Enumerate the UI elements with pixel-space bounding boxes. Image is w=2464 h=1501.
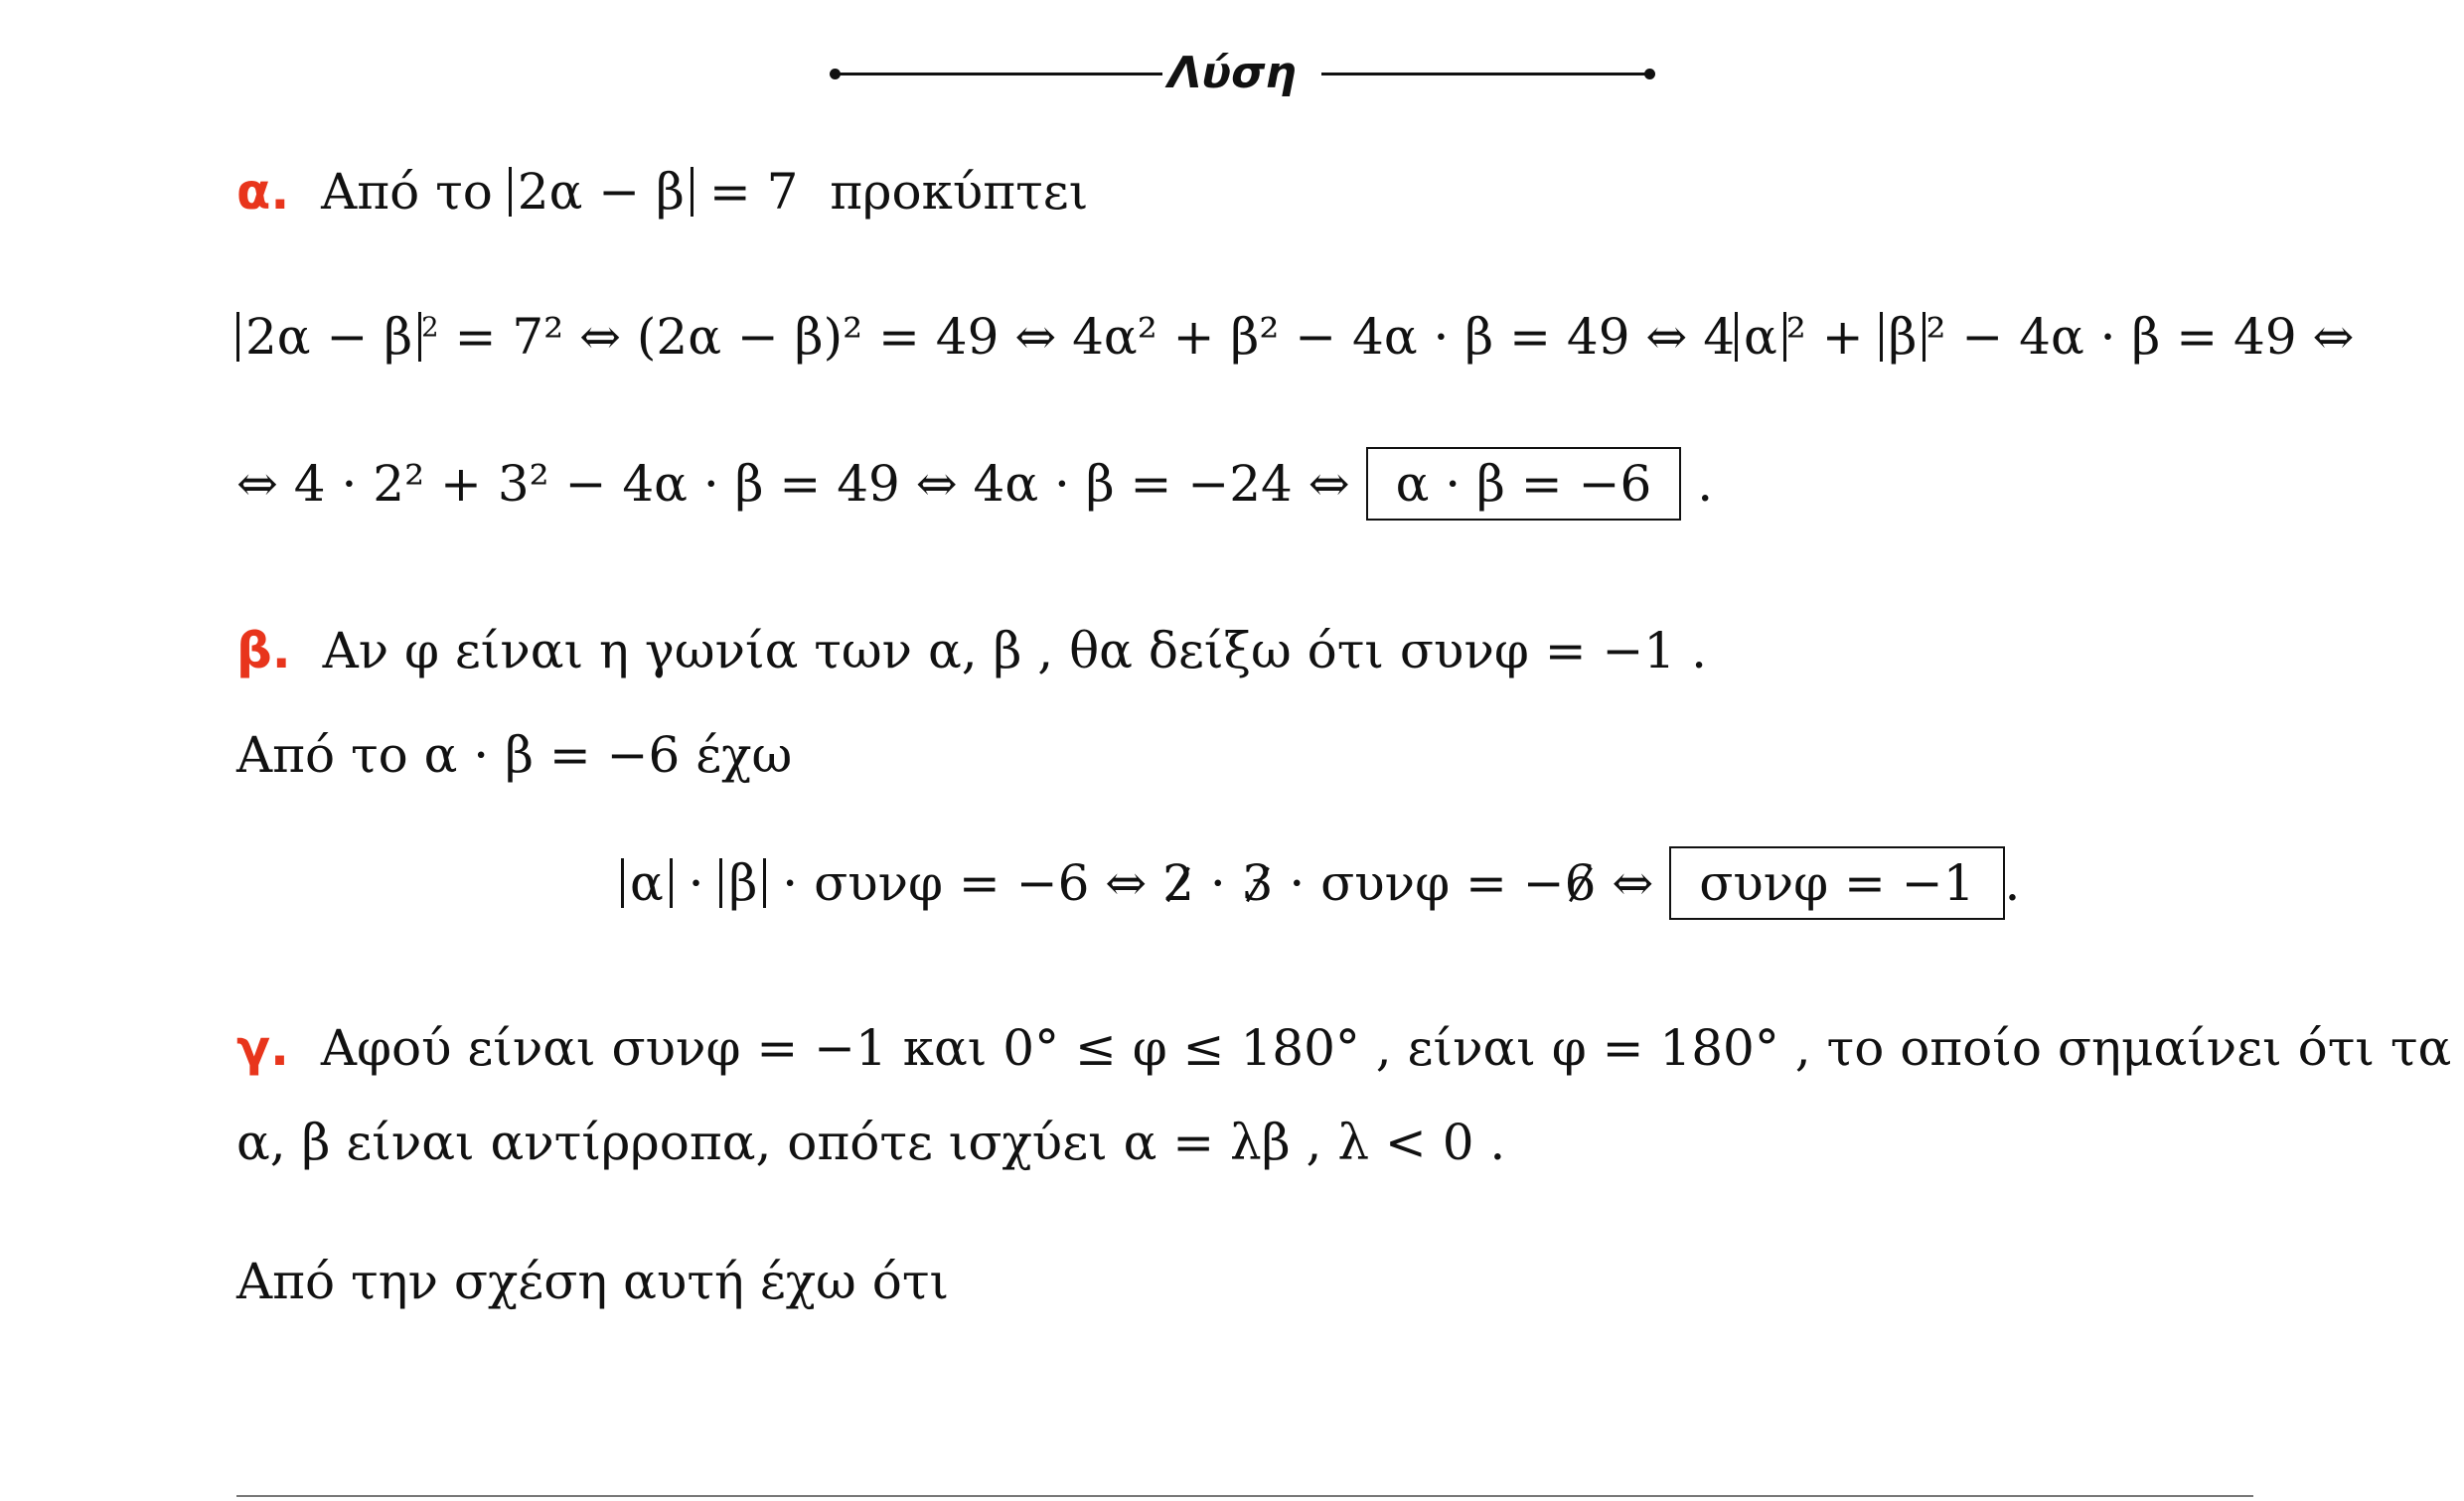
- part-c-line-1-text: Αφού είναι συνφ = −1 και 0° ≤ φ ≤ 180° , είναι φ = 180° , το οποίο σημαίνει ότι τα: [320, 1019, 2452, 1077]
- solution-title: Λύση: [1167, 48, 1297, 98]
- part-b-eq-dot: ·: [688, 854, 704, 912]
- part-a-intro-prefix: Από το: [321, 163, 493, 221]
- part-b-eq-rest-2: · συνφ = −: [1289, 854, 1565, 912]
- part-b-eq-mid: ·: [1209, 854, 1226, 912]
- part-b-cancelled-six: 6: [1564, 854, 1597, 912]
- bottom-rule: [236, 1495, 2253, 1497]
- part-c-line-1: [236, 1019, 2452, 1077]
- header-right-dot: [1644, 69, 1655, 79]
- part-b-eq-rest-3: ⇔: [1612, 854, 1654, 912]
- part-c-label: γ.: [236, 1019, 290, 1077]
- part-a-equation-line-1: 2α − β $^2$ = 7² ⇔ (2α − β)² = 49 ⇔ 4α² + β² − 4α · β = 49 ⇔ 4 α ² + β ² − 4α · β = 49 ⇔: [236, 312, 2354, 362]
- part-a-norm-1: 2α − β: [236, 312, 421, 362]
- part-a-intro-suffix: προκύπτει: [830, 163, 1089, 221]
- part-a-given-norm: 2α − β: [509, 167, 693, 217]
- part-b-cancelled-two: 2: [1162, 854, 1194, 912]
- part-a-line1-tail: ² − 4α · β = 49 ⇔: [1925, 308, 2355, 366]
- part-b-eq-rest-1: · συνφ = −6 ⇔: [782, 854, 1148, 912]
- part-a-label: α.: [236, 163, 290, 221]
- part-b-cancelled-three: 3: [1241, 854, 1274, 912]
- part-b-norm-alpha: α: [621, 858, 673, 908]
- part-a-line1-plus: ² +: [1785, 308, 1864, 366]
- part-b-from-line: Από το α · β = −6 έχω: [236, 726, 793, 784]
- part-b-end: .: [2004, 854, 2021, 912]
- part-a-line1-chain: = 7² ⇔ (2α − β)² = 49 ⇔ 4α² + β² − 4α · β = 49 ⇔ 4: [454, 308, 1736, 366]
- part-a-intro: [236, 163, 1089, 221]
- part-b-statement: [236, 622, 1708, 679]
- part-b-norm-beta: β: [719, 858, 766, 908]
- part-a-result-box: α · β = −6: [1366, 447, 1682, 521]
- part-b-label: β.: [236, 622, 291, 679]
- header-right-rule: [1321, 73, 1649, 75]
- part-b-statement-text: Αν φ είναι η γωνία των α, β , θα δείξω ότι συνφ = −1 .: [322, 622, 1708, 679]
- part-a-given-rhs: = 7: [708, 163, 799, 221]
- part-a-norm-beta: β: [1880, 312, 1926, 362]
- part-b-equation: [621, 846, 2020, 920]
- part-b-result-box: συνφ = −1: [1669, 846, 2004, 920]
- part-c-line-2: α, β είναι αντίρροπα, οπότε ισχύει α = λβ , λ < 0 .: [236, 1114, 1506, 1171]
- part-a-line2-chain: ⇔ 4 · 2² + 3² − 4α · β = 49 ⇔ 4α · β = −24 ⇔: [236, 455, 1350, 513]
- part-a-equation-line-2: [236, 447, 1713, 521]
- closing-line: Από την σχέση αυτή έχω ότι: [236, 1253, 950, 1310]
- part-a-end: .: [1697, 455, 1714, 513]
- part-a-norm-alpha: α: [1735, 312, 1786, 362]
